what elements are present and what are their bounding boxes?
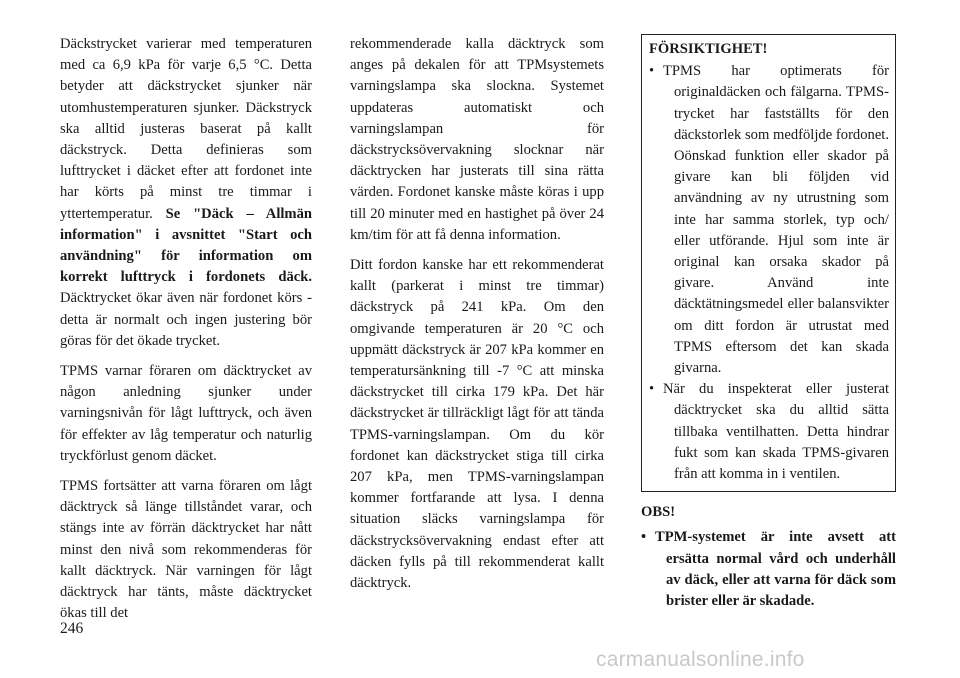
paragraph-text: Däckstrycket varierar med temperaturen med ca 6,9 kPa för varje 6,5 °C. Detta betyder att däckstrycket sjunker när utomhustemperaturen sjunker. Däckstryck ska alltid justeras baserat på kallt däckstryck. Detta definieras som lufttrycket i däcket efter att fordonet inte har körts på minst tre timmar i yttertemperatur. [60, 36, 312, 222]
text-column-middle [350, 34, 604, 603]
paragraph-recommended-pressure: rekommenderade kalla däcktryck som anges på dekalen för att TPMsystemets varningslampa ska slockna. Systemet uppdateras automatiskt och varningslampan för däckstrycksövervakning slocknar när däcktrycken har justerats till sina rätta värden. Fordonet kanske måste köras i upp till 20 minuter med en hastighet på över 24 km/tim för att få denna information. [350, 36, 604, 243]
caution-box [641, 34, 896, 492]
note-item [641, 527, 896, 612]
paragraph-tpms-warning: TPMS varnar föraren om däcktrycket av någon anledning sjunker under varningsnivån för lågt lufttryck, och även för effekter av låg temperatur och naturlig tryckförlust genom däcket. [60, 363, 312, 464]
note-list [641, 527, 896, 612]
note-item-text: TPM-systemet är inte avsett att ersätta normal vård och underhåll av däck, eller att varna för däck som brister eller är skadade. [655, 529, 896, 610]
watermark: carmanualsonline.info [596, 648, 805, 671]
note-title: OBS! [641, 504, 676, 521]
paragraph-text: Däcktrycket ökar även när fordonet körs - detta är normalt och ingen justering bör göras för det ökade trycket. [60, 290, 312, 349]
caution-item [649, 379, 889, 485]
caution-list [649, 61, 889, 485]
page-number: 246 [60, 620, 84, 637]
paragraph-tire-pressure-temperature [60, 34, 312, 352]
cross-reference-bold: Se "Däck – Allmän information" i avsnittet "Start och användning" för information om korrekt lufttryck i fordonets däck. [60, 205, 312, 286]
bullet-icon: • [641, 529, 647, 546]
paragraph-example-pressure: Ditt fordon kanske har ett rekommenderat kallt (parkerat i minst tre timmar) däckstryck på 241 kPa. Om den omgivande temperaturen är 20 °C och uppmätt däckstryck är 207 kPa kommer en temperatursänkning till -7 °C att minska däckstrycket till cirka 179 kPa. Det här däckstrycket är tillräckligt lågt för att tända TPMS-varningslampan. Om du kör fordonet kan däckstrycket stiga till cirka 207 kPa, men TPMS-varningslampan kommer fortfarande att lysa. I denna situation släcks varningslampa för däckstrycksövervakning endast efter att däcken fylls på till rekommenderat kallt däcktryck. [350, 257, 604, 592]
caution-item [649, 61, 889, 379]
caution-item-text: TPMS har optimerats för originaldäcken och fälgarna. TPMS-trycket har fastställts för den däckstorlek som medföljde fordonet. Oönskad funktion eller skador på givare kan bli följden vid användning av ny utrustning som inte har samma storlek, typ och/ eller utförande. Hjul som inte är original kan orsaka skador på givare. Använd inte däcktätningsmedel eller balansvikter om ditt fordon är utrustat med TPMS eftersom det kan skada givarna. [663, 63, 889, 377]
caution-title: FÖRSIKTIGHET! [649, 41, 768, 57]
text-column-left [60, 34, 312, 633]
bullet-icon: • [649, 381, 655, 398]
caution-item-text: När du inspekterat eller justerat däcktrycket ska du alltid sätta tillbaka ventilhatten. Detta hindrar fukt som kan skada TPMS-givaren från att komma in i ventilen. [663, 381, 889, 483]
paragraph-tpms-continues: TPMS fortsätter att varna föraren om lågt däcktryck så länge tillståndet varar, och stängs inte av förrän däcktrycket har nått minst den nivå som rekommenderas för kallt däcktryck. När varningen för lågt däcktryck har tänts, måste däcktrycket ökas till det [60, 478, 312, 622]
bullet-icon: • [649, 63, 655, 80]
text-column-right [641, 34, 896, 612]
